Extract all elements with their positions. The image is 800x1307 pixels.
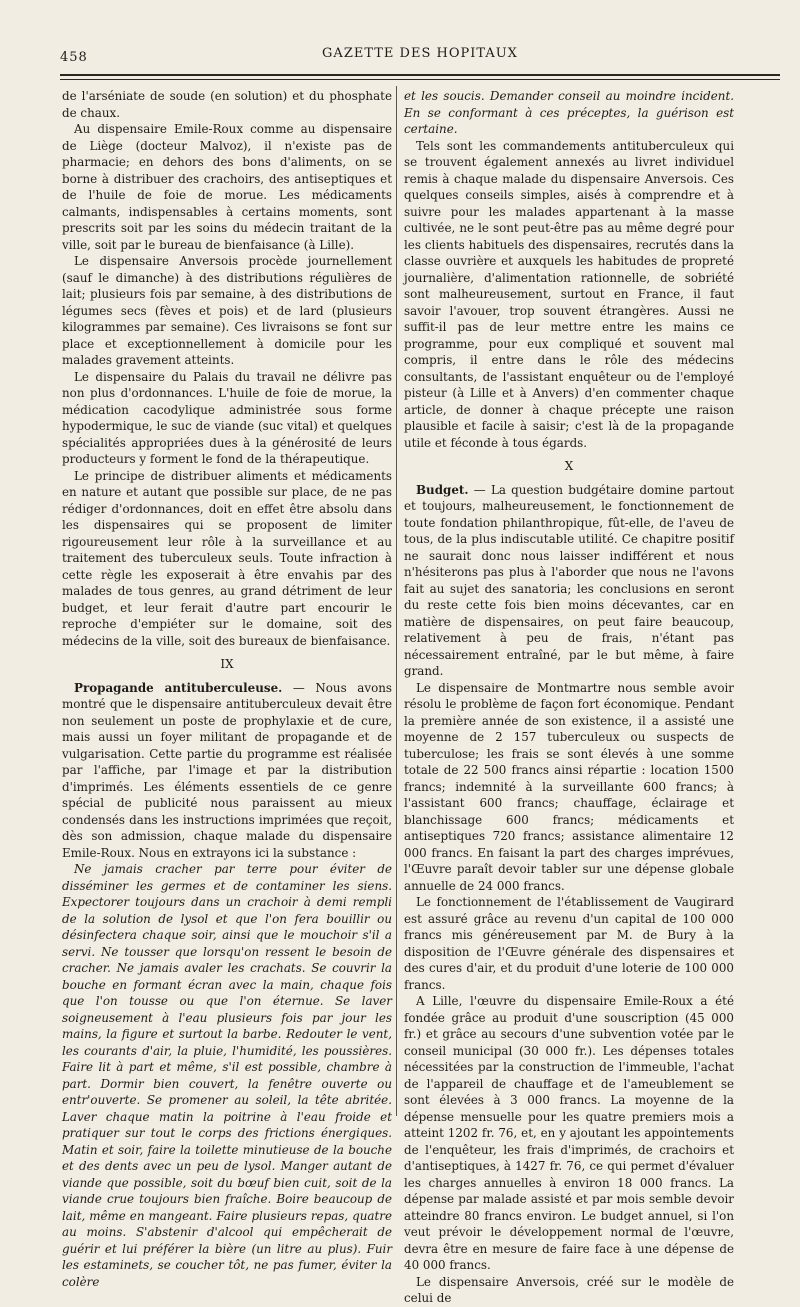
paragraph-text: — La question budgétaire domine partout et toujours, malheureusement, le fonctionnement de toute fondation philanthropique, fût-elle, de l'aveu de tous, de la plus indiscutable utilité. Ce chapitre positif ne saurait donc nous laisser indifférent et nous n'hésiterons pas plus à l'aborder que nous ne l'avons fait au sujet des sanatoria; les conclusions en seront du reste cette fois bien moins décevantes, car en matière de dispensaires, on peut faire beaucoup, relativement à peu de frais, n'étant pas nécessairement entraîné, par le but même, à faire grand. — [404, 482, 734, 678]
paragraph-text: Au dispensaire Emile-Roux comme au dispensaire de Liège (docteur Malvoz), il n'existe pas de pharmacie; en dehors des bons d'aliments, on se borne à distribuer des crachoirs, des antiseptiques et de l'huile de foie de morue. Les médicaments calmants, indispensables à certains moments, sont prescrits soit par les soins du médecin traitant de la ville, soit par le bureau de bienfaisance (à Lille). — [62, 122, 392, 252]
paragraph-text: — Nous avons montré que le dispensaire antituberculeux devait être non seulement un poste de prophylaxie et de cure, mais aussi un foyer militant de propagande et de vulgarisation. Cette partie du programme est réalisée par l'affiche, par l'image et par la distribution d'imprimés. Les éléments essentiels de ce genre spécial de publicité nous paraissent au mieux condensés dans les instructions imprimées que reçoit, dès son admission, chaque malade du dispensaire Emile-Roux. Nous en extrayons ici la substance : — [62, 680, 392, 860]
body-paragraph — [62, 468, 392, 650]
body-paragraph — [404, 993, 734, 1274]
page-number: 458 — [60, 50, 88, 65]
paragraph-text: A Lille, l'œuvre du dispensaire Emile-Roux a été fondée grâce au produit d'une souscription (45 000 fr.) et grâce au secours d'une subvention votée par le conseil municipal (30 000 fr.). Les dépenses totales nécessitées par la construction de l'immeuble, l'achat de l'appareil de chauffage et de l'ameublement se sont élevées à 3 000 francs. La moyenne de la dépense mensuelle pour les quatre premiers mois a atteint 1202 fr. 76, et, en y ajoutant les appointements de l'enquêteur, les frais d'imprimés, de crachoirs et d'antiseptiques, à 1427 fr. 76, ce qui permet d'évaluer les charges annuelles à environ 18 000 francs. La dépense par malade assisté et par mois semble devoir atteindre 80 francs environ. Le budget annuel, si l'on veut prévoir le développement normal de l'œuvre, devra être en mesure de faire face à une dépense de 40 000 francs. — [404, 994, 734, 1272]
body-paragraph — [62, 121, 392, 253]
paragraph-text: et les soucis. Demander conseil au moindre incident. En se conformant à ces préceptes, la guérison est certaine. — [404, 89, 734, 136]
left-column — [62, 88, 392, 1289]
body-paragraph — [62, 680, 392, 862]
body-paragraph — [62, 253, 392, 369]
section-number: IX — [220, 657, 234, 671]
paragraph-text: Le principe de distribuer aliments et médicaments en nature et autant que possible sur place, de ne pas rédiger d'ordonnances, doit en effet être absolu dans les dispensaires qui se proposent de limiter rigoureusement leur rôle à la surveillance et au traitement des tuberculeux seuls. Toute infraction à cette règle les exposerait à être envahis par des malades de tous genres, au grand détriment de leur budget, et leur ferait d'autre part encourir le reproche d'empiéter sur le domaine, soit des médecins de la ville, soit des bureaux de bienfaisance. — [62, 468, 392, 648]
body-paragraph — [404, 680, 734, 895]
header-rule-thick — [60, 74, 780, 76]
body-paragraph — [404, 894, 734, 993]
paragraph-text: Le dispensaire du Palais du travail ne délivre pas non plus d'ordonnances. L'huile de foie de morue, la médication cacodylique administrée sous forme hypodermique, le suc de viande (suc vital) et quelques spécialités appropriées dues à la générosité de leurs producteurs y forment le fond de la thérapeutique. — [62, 369, 392, 466]
page-header — [60, 46, 780, 68]
paragraph-text: Le dispensaire de Montmartre nous semble avoir résolu le problème de façon fort économique. Pendant la première année de son existence, il a assisté une moyenne de 2 157 tuberculeux ou suspects de tuberculose; les frais se sont élevés à une somme totale de 22 500 francs ainsi répartie : location 1500 francs; indemnité à la surveillante 600 francs; à l'assistant 600 francs; chauffage, éclairage et blanchissage 600 francs; médicaments et antiseptiques 720 francs; assistance alimentaire 12 000 francs. En faisant la part des charges imprévues, l'Œuvre paraît devoir tabler sur une dépense globale annuelle de 24 000 francs. — [404, 680, 734, 893]
instructions-quote — [404, 88, 734, 138]
header-rule-thin — [60, 79, 780, 80]
right-column — [404, 88, 734, 1305]
column-divider — [396, 86, 397, 1116]
body-paragraph — [404, 138, 734, 452]
journal-title: GAZETTE DES HOPITAUX — [322, 46, 518, 61]
paragraph-text: Ne jamais cracher par terre pour éviter de disséminer les germes et de contaminer les siens. Expectorer toujours dans un crachoir à demi rempli de la solution de lysol et que l'on fera bouillir ou désinfectera chaque soir, ainsi que le mouchoir s'il a servi. Ne tousser que lorsqu'on ressent le besoin de cracher. Ne jamais avaler les crachats. Se couvrir la bouche en formant écran avec la main, chaque fois que l'on tousse ou que l'on éternue. Se laver soigneusement à l'eau plusieurs fois par jour les mains, la figure et surtout la barbe. Redouter le vent, les courants d'air, la pluie, l'humidité, les poussières. Faire lit à part et même, s'il est possible, chambre à part. Dormir bien couvert, la fenêtre ouverte ou entr'ouverte. Se promener au soleil, la tête abritée. Laver chaque matin la poitrine à l'eau froide et pratiquer sur tout le corps des frictions énergiques. Matin et soir, faire la toilette minutieuse de la bouche et des dents avec un peu de lysol. Manger autant de viande que possible, soit du bœuf bien cuit, soit de la viande crue toujours bien fraîche. Boire beaucoup de lait, même en mangeant. Faire plusieurs repas, quatre au moins. S'abstenir d'alcool qui empêcherait de guérir et lui préférer la bière (un litre au plus). Fuir les estaminets, se coucher tôt, ne pas fumer, éviter la colère — [62, 862, 392, 1289]
body-paragraph — [404, 482, 734, 680]
paragraph-text: Tels sont les commandements antituberculeux qui se trouvent également annexés au livret individuel remis à chaque malade du dispensaire Anversois. Ces quelques conseils simples, aisés à comprendre et à suivre pour les malades appartenant à la masse cultivée, ne le sont peut-être pas au même degré pour les clients habituels des dispensaires, recrutés dans la classe ouvrière et auxquels les habitudes de propreté journalière, d'alimentation rationnelle, de sobriété sont malheureusement, surtout en France, il faut savoir l'avouer, trop souvent étrangères. Aussi ne suffit-il pas de leur mettre entre les mains ce programme, pour eux compliqué et souvent mal compris, il entre dans le rôle des médecins consultants, de l'assistant enquêteur ou de l'employé pisteur (à Lille et à Anvers) d'en commenter chaque article, de donner à chaque précepte une raison plausible et facile à saisir; c'est là de la propagande utile et féconde à tous égards. — [404, 138, 734, 450]
paragraph-text: de l'arséniate de soude (en solution) et du phosphate de chaux. — [62, 89, 392, 120]
paragraph-text: Le fonctionnement de l'établissement de Vaugirard est assuré grâce au revenu d'un capital de 100 000 francs mis généreusement par M. de Bury à la disposition de l'Œuvre générale des dispensaires et des cures d'air, et du produit d'une loterie de 100 000 francs. — [404, 895, 734, 992]
section-number: X — [564, 459, 574, 473]
body-paragraph — [404, 1274, 734, 1307]
paragraph-text: Le dispensaire Anversois, créé sur le modèle de celui de — [404, 1274, 734, 1305]
section-heading: Budget. — [416, 482, 469, 497]
body-paragraph — [62, 88, 392, 121]
paragraph-text: Le dispensaire Anversois procède journellement (sauf le dimanche) à des distributions régulières de lait; plusieurs fois par semaine, à des distributions de légumes secs (fèves et pois) et de lard (plusieurs kilogrammes par semaine). Ces livraisons se font sur place et exceptionnellement à domicile pour les malades gravement atteints. — [62, 254, 392, 367]
instructions-quote — [62, 861, 392, 1290]
section-heading: Propagande antituberculeuse. — [74, 680, 283, 695]
body-paragraph — [62, 369, 392, 468]
